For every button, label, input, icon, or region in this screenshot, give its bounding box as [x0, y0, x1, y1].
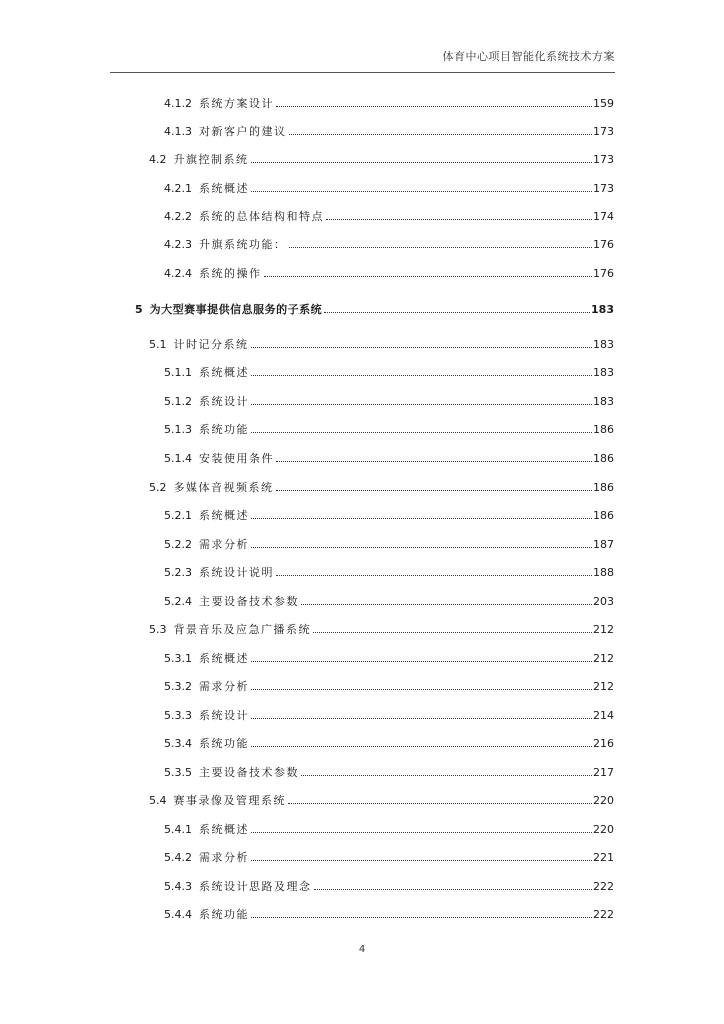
toc-dot-leader [289, 125, 593, 135]
toc-entry-page: 159 [593, 97, 614, 110]
toc-entry-page: 220 [593, 823, 614, 836]
toc-entry-title: 多媒体音视频系统 [173, 481, 274, 494]
toc-entry-title: 系统概述 [199, 366, 249, 379]
toc-entry-title: 系统的总体结构和特点 [199, 210, 324, 223]
toc-dot-leader [276, 452, 592, 462]
toc-dot-leader [313, 623, 592, 633]
page-number: 4 [358, 944, 366, 955]
toc-entry-title: 升旗系统功能： [199, 238, 287, 251]
toc-dot-leader [251, 851, 592, 861]
toc-entry-number: 4.2.2 [164, 210, 192, 223]
toc-entry-title: 系统设计思路及理念 [199, 880, 312, 893]
toc-dot-leader [251, 823, 592, 833]
toc-entry-page: 183 [591, 303, 614, 316]
toc-entry-number: 5.2 [149, 481, 167, 494]
toc-entry-page: 220 [593, 794, 614, 807]
toc-entry-title: 需求分析 [199, 851, 249, 864]
toc-entry-page: 216 [593, 737, 614, 750]
toc-entry-title: 系统的操作 [199, 267, 262, 280]
toc-entry-title: 系统概述 [199, 652, 249, 665]
toc-dot-leader [288, 794, 592, 804]
toc-entry[interactable] [149, 338, 614, 352]
toc-entry-page: 221 [593, 851, 614, 864]
toc-entry-page: 173 [593, 125, 614, 138]
toc-dot-leader [264, 267, 593, 277]
toc-entry[interactable] [164, 509, 614, 523]
toc-dot-leader [276, 481, 593, 491]
toc-entry-title: 主要设备技术参数 [199, 766, 299, 779]
toc-entry-page: 186 [593, 481, 614, 494]
toc-entry-number: 5 [135, 303, 143, 316]
toc-entry-number: 4.2.4 [164, 267, 192, 280]
toc-dot-leader [289, 238, 593, 248]
toc-dot-leader [251, 908, 592, 918]
toc-entry[interactable] [164, 238, 614, 252]
toc-entry[interactable] [149, 794, 614, 808]
toc-entry-number: 4.2 [149, 153, 167, 166]
toc-dot-leader [251, 395, 592, 405]
toc-dot-leader [276, 566, 592, 576]
toc-entry-title: 需求分析 [199, 538, 249, 551]
toc-entry[interactable] [164, 709, 614, 723]
toc-entry[interactable] [164, 538, 614, 552]
toc-dot-leader [301, 595, 592, 605]
toc-entry-page: 174 [593, 210, 614, 223]
toc-entry-title: 赛事录像及管理系统 [173, 794, 286, 807]
toc-entry-number: 4.1.2 [164, 97, 192, 110]
toc-entry-number: 5.1.3 [164, 423, 192, 436]
toc-entry-page: 176 [593, 267, 614, 280]
toc-dot-leader [301, 766, 592, 776]
toc-dot-leader [251, 737, 592, 747]
toc-entry-number: 4.2.1 [164, 182, 192, 195]
toc-entry-number: 5.4.1 [164, 823, 192, 836]
toc-entry-number: 5.2.3 [164, 566, 192, 579]
toc-entry-page: 188 [593, 566, 614, 579]
toc-entry[interactable] [164, 452, 614, 466]
toc-entry[interactable] [164, 823, 614, 837]
toc-entry-page: 186 [593, 509, 614, 522]
toc-entry-title: 系统设计 [199, 709, 249, 722]
toc-entry-page: 212 [593, 652, 614, 665]
toc-dot-leader [251, 153, 593, 163]
toc-entry-title: 需求分析 [199, 680, 249, 693]
toc-entry[interactable] [164, 880, 614, 894]
toc-entry-page: 183 [593, 366, 614, 379]
toc-entry-number: 4.2.3 [164, 238, 192, 251]
toc-entry[interactable] [164, 125, 614, 139]
toc-dot-leader [251, 709, 592, 719]
toc-dot-leader [326, 210, 592, 220]
toc-entry-page: 212 [593, 623, 614, 636]
toc-entry-title: 对新客户的建议 [199, 125, 287, 138]
toc-entry-number: 5.1.4 [164, 452, 192, 465]
toc-entry-title: 主要设备技术参数 [199, 595, 299, 608]
toc-entry-page: 214 [593, 709, 614, 722]
toc-entry-title: 系统设计说明 [199, 566, 274, 579]
toc-entry-page: 183 [593, 395, 614, 408]
toc-entry[interactable] [164, 395, 614, 409]
toc-entry-page: 203 [593, 595, 614, 608]
toc-entry[interactable] [164, 680, 614, 694]
toc-dot-leader [276, 97, 592, 107]
toc-entry-page: 186 [593, 452, 614, 465]
toc-entry-title: 系统概述 [199, 823, 249, 836]
toc-dot-leader [251, 423, 592, 433]
toc-dot-leader [251, 338, 593, 348]
toc-entry[interactable] [149, 481, 614, 495]
toc-entry-number: 5.4.4 [164, 908, 192, 921]
toc-entry[interactable] [164, 737, 614, 751]
toc-entry-title: 系统功能 [199, 737, 249, 750]
toc-entry-page: 173 [593, 182, 614, 195]
toc-entry-number: 5.3.4 [164, 737, 192, 750]
toc-entry[interactable] [164, 267, 614, 281]
toc-entry-page: 173 [593, 153, 614, 166]
toc-entry-page: 217 [593, 766, 614, 779]
toc-entry-number: 5.1 [149, 338, 167, 351]
toc-entry-number: 5.2.1 [164, 509, 192, 522]
toc-entry-number: 5.2.2 [164, 538, 192, 551]
toc-entry[interactable] [164, 366, 614, 380]
toc-entry-title: 背景音乐及应急广播系统 [173, 623, 311, 636]
toc-entry-page: 186 [593, 423, 614, 436]
toc-dot-leader [324, 303, 590, 313]
toc-entry-number: 5.3.1 [164, 652, 192, 665]
toc-entry-number: 5.2.4 [164, 595, 192, 608]
toc-dot-leader [251, 680, 592, 690]
toc-entry-page: 222 [593, 880, 614, 893]
toc-entry-number: 5.1.1 [164, 366, 192, 379]
toc-entry[interactable] [149, 153, 614, 167]
toc-entry[interactable] [164, 97, 614, 111]
toc-entry-number: 5.3.3 [164, 709, 192, 722]
toc-entry[interactable] [149, 623, 614, 637]
toc-entry[interactable] [164, 182, 614, 196]
toc-entry-title: 安装使用条件 [199, 452, 274, 465]
toc-entry[interactable] [164, 210, 614, 224]
toc-entry-number: 5.3.2 [164, 680, 192, 693]
toc-dot-leader [251, 538, 592, 548]
toc-entry-title: 计时记分系统 [173, 338, 249, 351]
toc-entry-page: 212 [593, 680, 614, 693]
toc-entry[interactable] [135, 303, 614, 317]
toc-entry-number: 4.1.3 [164, 125, 192, 138]
toc-entry[interactable] [164, 595, 614, 609]
toc-entry[interactable] [164, 423, 614, 437]
toc-dot-leader [314, 880, 593, 890]
toc-entry-title: 系统概述 [199, 509, 249, 522]
toc-entry[interactable] [164, 566, 614, 580]
toc-entry-number: 5.4 [149, 794, 167, 807]
toc-entry[interactable] [164, 908, 614, 922]
toc-entry[interactable] [164, 851, 614, 865]
page-header-title: 体育中心项目智能化系统技术方案 [442, 50, 615, 63]
toc-entry-page: 176 [593, 238, 614, 251]
toc-entry-number: 5.4.2 [164, 851, 192, 864]
toc-entry-title: 系统方案设计 [199, 97, 274, 110]
toc-entry-title: 升旗控制系统 [173, 153, 249, 166]
toc-dot-leader [251, 652, 592, 662]
toc-entry-number: 5.4.3 [164, 880, 192, 893]
toc-entry-page: 222 [593, 908, 614, 921]
toc-entry-number: 5.1.2 [164, 395, 192, 408]
toc-dot-leader [251, 182, 592, 192]
toc-entry[interactable] [164, 766, 614, 780]
toc-entry-title: 系统概述 [199, 182, 249, 195]
toc-entry-title: 系统功能 [199, 908, 249, 921]
toc-entry-title: 为大型赛事提供信息服务的子系统 [149, 303, 323, 316]
toc-dot-leader [251, 366, 592, 376]
toc-entry[interactable] [164, 652, 614, 666]
toc-entry-number: 5.3.5 [164, 766, 192, 779]
toc-entry-page: 183 [593, 338, 614, 351]
toc-entry-page: 187 [593, 538, 614, 551]
toc-entry-number: 5.3 [149, 623, 167, 636]
toc-dot-leader [251, 509, 592, 519]
toc-entry-title: 系统功能 [199, 423, 249, 436]
toc-entry-title: 系统设计 [199, 395, 249, 408]
